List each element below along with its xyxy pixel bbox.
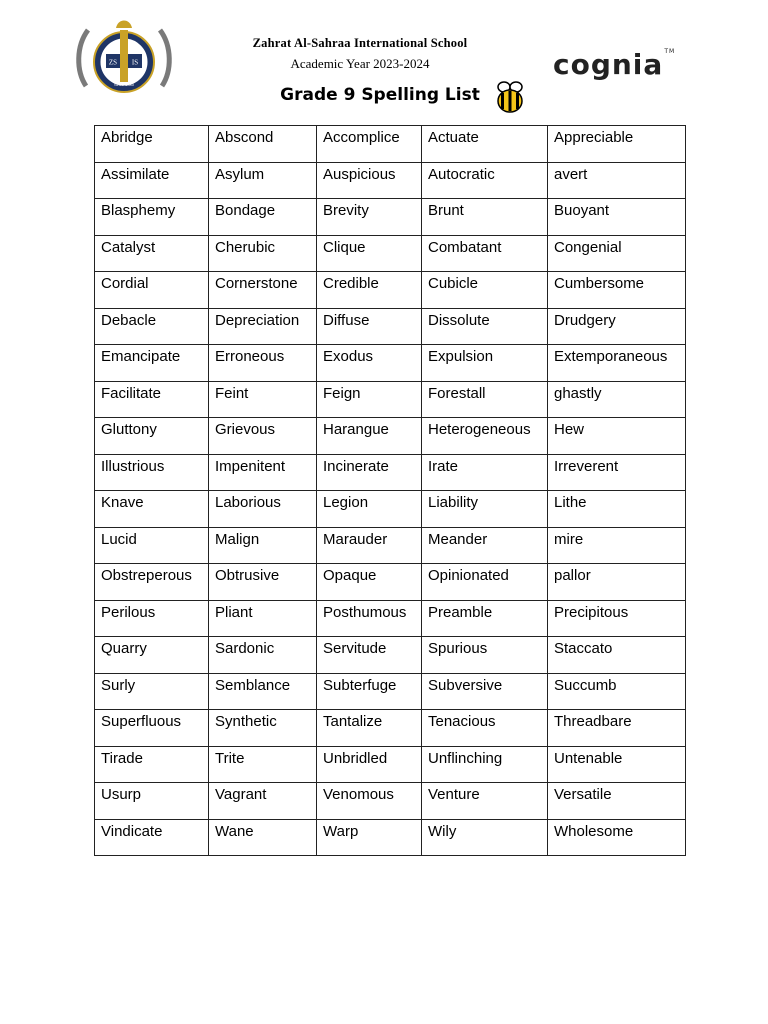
word-cell: Obtrusive [209,564,317,601]
word-cell: Spurious [422,637,548,674]
word-cell: Facilitate [95,381,209,418]
word-cell: Irate [422,454,548,491]
table-row [95,527,686,564]
word-cell: Sardonic [209,637,317,674]
academic-year: Academic Year 2023-2024 [290,56,430,71]
word-cell: Cornerstone [209,272,317,309]
bee-icon [492,79,528,115]
table-row [95,308,686,345]
word-cell: Trite [209,746,317,783]
table-row [95,381,686,418]
word-cell: Preamble [422,600,548,637]
word-cell: Depreciation [209,308,317,345]
table-row [95,673,686,710]
word-cell: Grievous [209,418,317,455]
table-row [95,418,686,455]
word-cell: Tantalize [317,710,422,747]
word-cell: Accomplice [317,126,422,163]
word-cell: Drudgery [548,308,686,345]
table-row [95,162,686,199]
seal-text-right: IS [131,58,139,67]
word-cell: Exodus [317,345,422,382]
spelling-table [94,125,686,856]
word-cell: Tirade [95,746,209,783]
word-cell: Venture [422,783,548,820]
word-cell: Debacle [95,308,209,345]
table-row [95,199,686,236]
word-cell: avert [548,162,686,199]
school-name: Zahrat Al-Sahraa International School [252,36,468,50]
table-row [95,272,686,309]
word-cell: pallor [548,564,686,601]
word-cell: Cherubic [209,235,317,272]
word-cell: Opinionated [422,564,548,601]
seal-text-left: ZS [108,58,118,67]
word-cell: Clique [317,235,422,272]
word-cell: Synthetic [209,710,317,747]
seal-since: Since 1980 [113,82,135,87]
word-cell: Irreverent [548,454,686,491]
word-cell: Combatant [422,235,548,272]
word-cell: Abscond [209,126,317,163]
word-cell: Unbridled [317,746,422,783]
cognia-logo: cognia™ [553,48,676,81]
word-cell: Illustrious [95,454,209,491]
word-cell: Knave [95,491,209,528]
word-cell: Brevity [317,199,422,236]
word-cell: Appreciable [548,126,686,163]
word-cell: Posthumous [317,600,422,637]
word-cell: Dissolute [422,308,548,345]
word-cell: Servitude [317,637,422,674]
word-cell: Quarry [95,637,209,674]
word-cell: Diffuse [317,308,422,345]
word-cell: Meander [422,527,548,564]
word-cell: Congenial [548,235,686,272]
word-cell: Cumbersome [548,272,686,309]
word-cell: Assimilate [95,162,209,199]
word-cell: Wholesome [548,819,686,856]
word-cell: Pliant [209,600,317,637]
word-cell: Liability [422,491,548,528]
spelling-table-body [95,126,686,856]
table-row [95,819,686,856]
word-cell: Legion [317,491,422,528]
table-row [95,564,686,601]
word-cell: Auspicious [317,162,422,199]
word-cell: mire [548,527,686,564]
word-cell: Abridge [95,126,209,163]
word-cell: Opaque [317,564,422,601]
word-cell: Expulsion [422,345,548,382]
word-cell: Impenitent [209,454,317,491]
word-cell: Autocratic [422,162,548,199]
word-cell: Forestall [422,381,548,418]
word-cell: Laborious [209,491,317,528]
word-cell: Untenable [548,746,686,783]
table-row [95,710,686,747]
word-cell: Tenacious [422,710,548,747]
word-cell: Emancipate [95,345,209,382]
word-cell: Warp [317,819,422,856]
word-cell: Hew [548,418,686,455]
word-cell: Harangue [317,418,422,455]
word-cell: Unflinching [422,746,548,783]
word-cell: Gluttony [95,418,209,455]
word-cell: Actuate [422,126,548,163]
word-cell: Obstreperous [95,564,209,601]
table-row [95,454,686,491]
word-cell: Wane [209,819,317,856]
word-cell: Erroneous [209,345,317,382]
word-cell: Marauder [317,527,422,564]
word-cell: Subterfuge [317,673,422,710]
table-row [95,126,686,163]
school-seal-icon [74,16,174,98]
word-cell: Vindicate [95,819,209,856]
word-cell: Venomous [317,783,422,820]
word-cell: Credible [317,272,422,309]
table-row [95,600,686,637]
word-cell: Versatile [548,783,686,820]
word-cell: Surly [95,673,209,710]
word-cell: Semblance [209,673,317,710]
table-row [95,235,686,272]
word-cell: Heterogeneous [422,418,548,455]
word-cell: Cordial [95,272,209,309]
word-cell: Buoyant [548,199,686,236]
table-row [95,746,686,783]
word-cell: Vagrant [209,783,317,820]
word-cell: Catalyst [95,235,209,272]
word-cell: Perilous [95,600,209,637]
word-cell: Usurp [95,783,209,820]
word-cell: Superfluous [95,710,209,747]
word-cell: Cubicle [422,272,548,309]
page-title: Grade 9 Spelling List [280,85,480,105]
word-cell: Lucid [95,527,209,564]
table-row [95,637,686,674]
word-cell: Precipitous [548,600,686,637]
word-cell: Lithe [548,491,686,528]
word-cell: Feign [317,381,422,418]
table-row [95,491,686,528]
word-cell: Brunt [422,199,548,236]
word-cell: Extemporaneous [548,345,686,382]
word-cell: Staccato [548,637,686,674]
word-cell: Malign [209,527,317,564]
cognia-logo-text: cognia [553,48,664,81]
word-cell: Asylum [209,162,317,199]
word-cell: Wily [422,819,548,856]
table-row [95,345,686,382]
word-cell: Threadbare [548,710,686,747]
word-cell: Blasphemy [95,199,209,236]
word-cell: ghastly [548,381,686,418]
word-cell: Subversive [422,673,548,710]
word-cell: Succumb [548,673,686,710]
word-cell: Feint [209,381,317,418]
word-cell: Bondage [209,199,317,236]
table-row [95,783,686,820]
word-cell: Incinerate [317,454,422,491]
